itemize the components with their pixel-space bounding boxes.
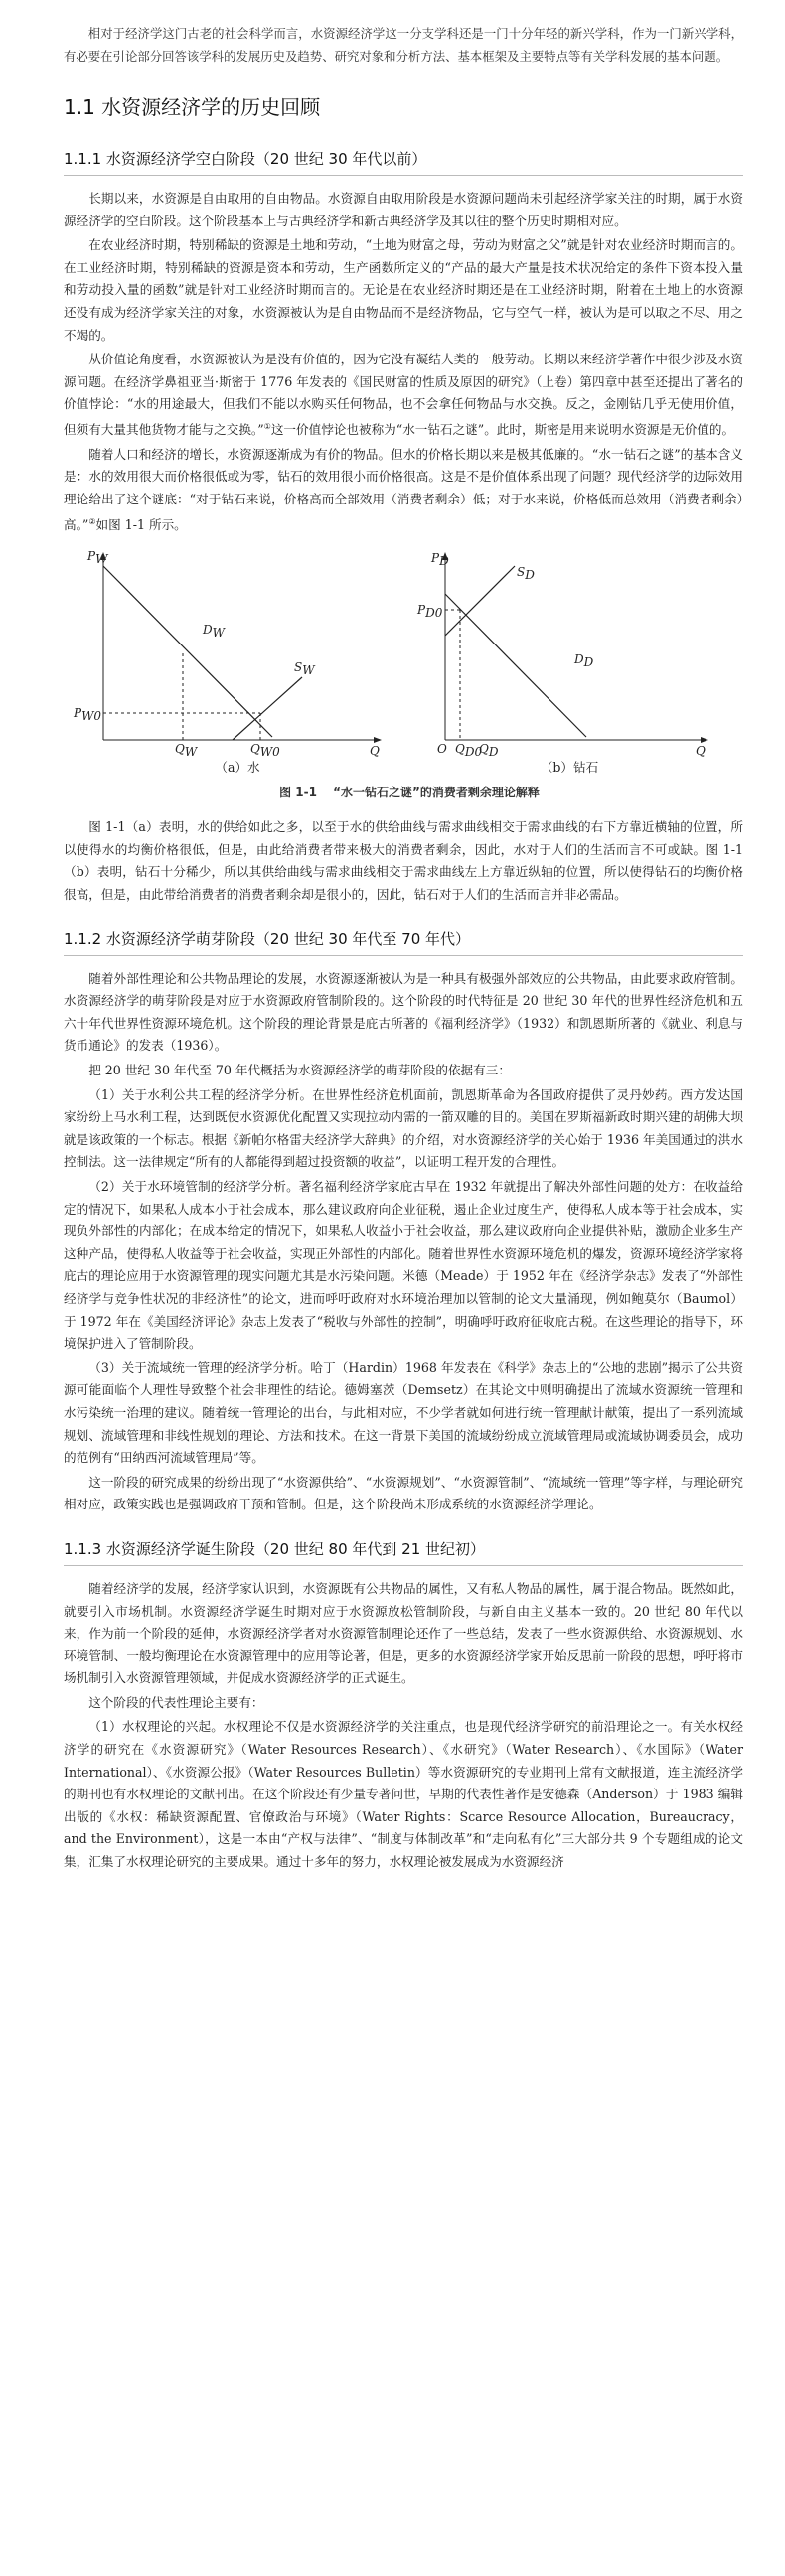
paragraph: 随着外部性理论和公共物品理论的发展，水资源逐渐被认为是一种具有极强外部效应的公共物品，由此要求政府管制。水资源经济学的萌芽阶段是对应于水资源政府管制阶段的。这个阶段的时代特征是 20 世纪 30 年代的世界性经济危机和五六十年代世界性资源环境危机。这个阶段的理论背景是庇古所著的《福利经济学》（1932）和凯恩斯所著的《就业、利息与货币通论》的发表（1936）。	[64, 970, 743, 1054]
supply-curve	[233, 677, 302, 740]
q-right-label: QW0	[250, 742, 280, 760]
paragraph: （3）关于流域统一管理的经济学分析。哈丁（Hardin）1968 年发表在《科学》杂志上的“公地的悲剧”揭示了公共资源可能面临个人理性导致整个社会非理性的结论。德姆塞茨（Demsetz）在其论文中则明确提出了流域水资源统一管理和水污染统一治理的建议。随着统一管理论的出台，与此相对应，不少学者就如何进行统一管理献计献策，提出了一系列流域规划、流域管理和非线性规划的理论、方法和技术。在这一背景下美国的流域纷纷成立流域管理局或流域协调委员会，成功的范例有“田纳西河流域管理局”等。	[64, 1360, 743, 1466]
panel-caption-b: （b）钻石	[540, 760, 599, 776]
water-chart	[74, 546, 392, 760]
section-title: 1.1 水资源经济学的历史回顾	[64, 95, 321, 119]
paragraph-text: 随着人口和经济的增长，水资源逐渐成为有价的物品。但水的价格长期以来是极其低廉的。“水一钻石之谜”的基本含义是：水的效用很大而价格很低或为零，钻石的效用很小而价格很高。这是不是价值体系出现了问题？现代经济学的边际效用理论给出了这个谜底：“对于钻石来说，价格高而全部效用（消费者剩余）低；对于水来说，价格低而总效用（消费者剩余）高。”	[64, 446, 743, 532]
paragraph: 图 1-1（a）表明，水的供给如此之多，以至于水的供给曲线与需求曲线相交于需求曲线的右下方靠近横轴的位置，所以使得水的均衡价格很低，但是，由此给消费者带来极大的消费者剩余，因此，水对于人们的生活而言不可或缺。图 1-1（b）表明，钻石十分稀少，所以其供给曲线与需求曲线相交于需求曲线左上方靠近纵轴的位置，所以使得钻石的均衡价格很高，但是，由此带给消费者的消费者剩余却是很小的，因此，钻石对于人们的生活而言并非必需品。	[64, 819, 743, 903]
q-left-label: QW	[175, 742, 198, 760]
subsection-title-2: 1.1.2 水资源经济学萌芽阶段（20 世纪 30 年代至 70 年代）	[64, 929, 743, 956]
demand-label: DW	[203, 623, 225, 641]
paragraph: （1）关于水利公共工程的经济学分析。在世界性经济危机面前，凯恩斯革命为各国政府提供了灵丹妙药。西方发达国家纷纷上马水利工程，达到既使水资源优化配置又实现拉动内需的一箭双雕的目的。美国在罗斯福新政时期兴建的胡佛大坝就是该政策的一个标志。根据《新帕尔格雷夫经济学大辞典》的介绍，对水资源经济学的关心始于 1936 年美国通过的洪水控制法。这一法律规定“所有的人都能得到超过投资额的收益”，以证明工程开发的合理性。	[64, 1086, 743, 1170]
subsection-title-3: 1.1.3 水资源经济学诞生阶段（20 世纪 80 年代到 21 世纪初）	[64, 1538, 743, 1566]
diamond-chart	[415, 546, 723, 760]
demand-curve	[445, 594, 586, 737]
q-left-label: QD0	[455, 742, 483, 760]
paragraph: 在农业经济时期，特别稀缺的资源是土地和劳动，“土地为财富之母，劳动为财富之父”就是针对农业经济时期而言的。在工业经济时期，特别稀缺的资源是资本和劳动，生产函数所定义的“产品的最大产量是技术状况给定的条件下资本投入量和劳动投入量的函数”就是针对工业经济时期而言的。无论是在农业经济时期还是在工业经济时期，附着在土地上的水资源还没有成为经济学家关注的对象，水资源被认为是自由物品而不是经济物品，它与空气一样，被认为是可以取之不尽、用之不竭的。	[64, 237, 743, 343]
figure-panel-diamond	[415, 546, 723, 776]
paragraph	[64, 444, 743, 537]
paragraph-text: 从价值论角度看，水资源被认为是没有价值的，因为它没有凝结人类的一般劳动。长期以来经济学著作中很少涉及水资源问题。在经济学鼻祖亚当·斯密于 1776 年发表的《国民财富的性质及原因的研究》（上卷）第四章中甚至还提出了著名的价值悖论：“水的用途最大，但我们不能以水购买任何物品，也不会拿任何物品与水交换。反之，金刚钻几乎无使用价值，但须有大量其他货物才能与之交换。”	[64, 352, 743, 438]
figure-panel-water	[74, 546, 392, 776]
paragraph: 随着经济学的发展，经济学家认识到，水资源既有公共物品的属性，又有私人物品的属性，属于混合物品。既然如此，就要引入市场机制。水资源经济学诞生时期对应于水资源放松管制阶段，与新自由主义基本一致的。20 世纪 80 年代以来，作为前一个阶段的延伸，水资源经济学者对水资源管制理论还作了一些总结，发表了一些水资源供给、水资源规划、水环境管制、一般均衡理论在水资源管理中的应用等论著，但是，更多的水资源经济学家开始反思前一阶段的思想，呼吁将市场机制引入水资源管理领域，并促成水资源经济学的正式诞生。	[64, 1580, 743, 1686]
x-axis-arrow	[701, 737, 708, 743]
demand-label: DD	[574, 652, 594, 670]
paragraph-text: 这一价值悖论也被称为“水一钻石之谜”。此时，斯密是用来说明水资源是无价值的。	[270, 422, 735, 438]
figure-number: 图 1-1	[279, 786, 317, 800]
origin-label: O	[437, 742, 447, 757]
demand-curve	[103, 566, 272, 737]
price-label: PD0	[417, 603, 443, 621]
supply-label: SW	[294, 660, 315, 678]
price-label: PW0	[74, 706, 102, 724]
paragraph: 长期以来，水资源是自由取用的自由物品。水资源自由取用阶段是水资源问题尚未引起经济学家关注的时期，属于水资源经济学的空白阶段。这个阶段基本上与古典经济学和新古典经济学及其以往的整个历史时期相对应。	[64, 191, 743, 228]
figure-caption	[64, 784, 743, 800]
paragraph	[64, 349, 743, 442]
panel-caption-a: （a）水	[215, 760, 260, 776]
supply-label: SD	[517, 565, 535, 583]
figure-title: “水一钻石之谜”的消费者剩余理论解释	[333, 786, 540, 800]
footnote-mark: ②	[88, 516, 96, 526]
paragraph: 把 20 世纪 30 年代至 70 年代概括为水资源经济学的萌芽阶段的依据有三：	[88, 1063, 511, 1078]
figure-1-1	[74, 546, 723, 776]
paragraph: 这个阶段的代表性理论主要有：	[88, 1694, 264, 1710]
intro-paragraph: 相对于经济学这门古老的社会科学而言，水资源经济学这一分支学科还是一门十分年轻的新兴学科，作为一门新兴学科，有必要在引论部分回答该学科的发展历史及趋势、研究对象和分析方法、基本框架及主要特点等有关学科发展的基本问题。	[64, 26, 743, 64]
paragraph: 这一阶段的研究成果的纷纷出现了“水资源供给”、“水资源规划”、“水资源管制”、“流域统一管理”等字样，与理论研究相对应，政策实践也是强调政府干预和管制。但是，这个阶段尚未形成系统的水资源经济学理论。	[64, 1474, 743, 1512]
supply-curve	[445, 566, 515, 636]
x-axis-label: Q	[370, 744, 380, 759]
footnote-mark: ①	[263, 421, 271, 431]
y-axis-label: PD	[431, 551, 449, 569]
subsection-title-1: 1.1.1 水资源经济学空白阶段（20 世纪 30 年代以前）	[64, 148, 743, 176]
y-axis-label: PW	[87, 549, 108, 567]
paragraph: （1）水权理论的兴起。水权理论不仅是水资源经济学的关注重点，也是现代经济学研究的前沿理论之一。有关水权经济学的研究在《水资源研究》（Water Resources Research）、《水研究》（Water Research）、《水国际》（Water International）、《水资源公报》（Water Resources Bulletin）等水资源研究的专业期刊上常有文献报道，连主流经济学的期刊也有水权理论的文献刊出。在这个阶段还有少量专著问世，早期的代表性著作是安德森（Anderson）于 1983 编辑出版的《水权：稀缺资源配置、官僚政治与环境》（Water Rights：Scarce Resource Allocation，Bureaucracy，and the Environment），这是一本由“产权与法律”、“制度与体制改革”和“走向私有化”三大部分共 9 个专题组成的论文集，汇集了水权理论研究的主要成果。通过十多年的努力，水权理论被发展成为水资源经济	[64, 1719, 743, 1870]
x-axis-label: Q	[696, 744, 706, 759]
q-right-label: QD	[479, 742, 499, 760]
x-axis-arrow	[374, 737, 382, 743]
paragraph: （2）关于水环境管制的经济学分析。著名福利经济学家庇古早在 1932 年就提出了解决外部性问题的处方：在收益给定的情况下，如果私人成本小于社会成本，那么建议政府向企业征税，遏止企业过度生产，使得私人成本等于社会成本，实现负外部性的内部化；在成本给定的情况下，如果私人收益小于社会收益，那么建议政府向企业提供补贴，激励企业多生产这种产品，使得私人收益等于社会收益，实现正外部性的内部化。随着世界性水资源环境危机的爆发，资源环境经济学家将庇古的理论应用于水资源管理的现实问题尤其是水污染问题。米德（Meade）于 1952 年在《经济学杂志》发表了“外部性经济学与竞争性状况的非经济性”的论文，进而呼吁政府对水环境治理加以管制的论文大量涌现，例如鲍莫尔（Baumol）于 1972 年在《美国经济评论》杂志上发表了“税收与外部性的控制”，明确呼吁政府征收庇古税。在这些理论的指导下，环境保护进入了管制阶段。	[64, 1179, 743, 1352]
paragraph-text: 如图 1-1 所示。	[95, 516, 187, 532]
